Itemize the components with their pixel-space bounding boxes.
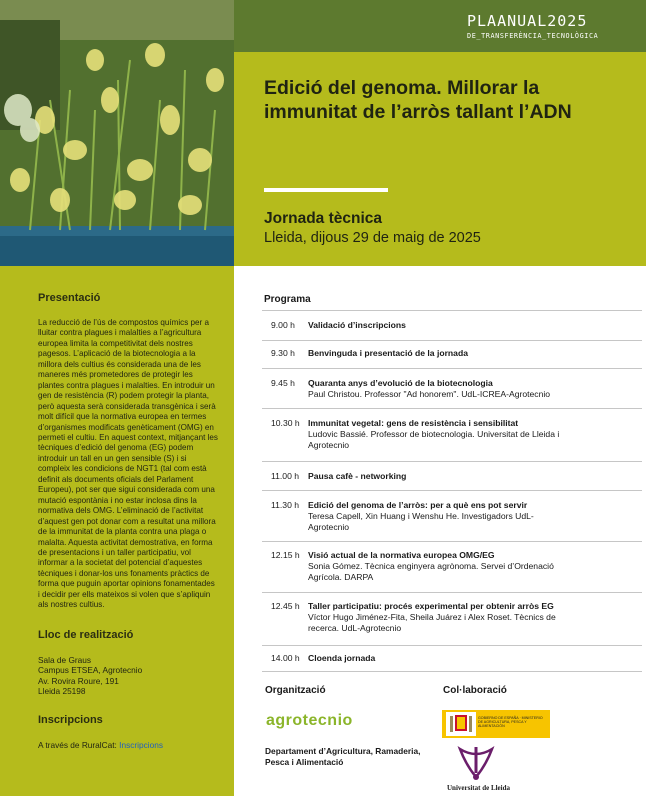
inscripcions-heading: Inscripcions <box>38 714 103 727</box>
agrotecnio-logo-text: agrotecnio <box>266 712 353 729</box>
programa-heading: Programa <box>264 294 311 305</box>
program-desc: Víctor Hugo Jiménez-Fita, Sheila Juárez i Alex Roset. Tècnics de recerca. UdL-Agrotecnio <box>308 612 556 633</box>
udl-logo-text: Universitat de Lleida <box>447 784 510 792</box>
udl-emblem-icon <box>456 743 496 783</box>
info-column <box>0 266 234 796</box>
program-title: Taller participatiu: procés experimental per obtenir arròs EG <box>308 601 554 611</box>
organitzacio-heading: Organització <box>265 685 326 696</box>
divider <box>262 461 642 462</box>
divider <box>262 340 642 341</box>
program-desc: Ludovic Bassié. Professor de biotecnologia. Universitat de Lleida i Agrotecnio <box>308 429 560 450</box>
inscripcions-prefix: A través de RuralCat: <box>38 740 120 751</box>
program-time: 12.15 h <box>271 550 300 560</box>
program-desc: Teresa Capell, Xin Huang i Wenshu He. Investigadors UdL-Agrotecnio <box>308 511 534 532</box>
venue-line: Av. Rovira Roure, 191 <box>38 675 119 686</box>
lloc-heading: Lloc de realització <box>38 628 134 641</box>
inscripcions-link[interactable]: Inscripcions <box>119 740 163 751</box>
title-divider <box>264 188 388 192</box>
plan-banner <box>234 0 646 52</box>
program-title: Benvinguda i presentació de la jornada <box>308 348 468 358</box>
header-band <box>234 0 646 266</box>
program-title: Validació d’inscripcions <box>308 320 406 330</box>
program-desc: Paul Christou. Professor "Ad honorem". UdL-ICREA-Agrotecnio <box>308 389 551 399</box>
event-type: Jornada tècnica <box>264 210 383 227</box>
program-time: 9.00 h <box>271 320 295 330</box>
gobierno-logo-text: GOBIERNO DE ESPAÑA · MINISTERIO DE AGRICULTURA, PESCA Y ALIMENTACIÓN <box>478 716 543 729</box>
program-time: 12.45 h <box>271 601 300 611</box>
presentacio-heading: Presentació <box>38 292 101 304</box>
plan-subtitle: DE_TRANSFERÈNCIA_TECNOLÒGICA <box>467 32 599 40</box>
program-time: 11.30 h <box>271 500 300 510</box>
program-title: Edició del genoma de l’arròs: per a què ens pot servir <box>308 500 528 510</box>
program-time: 14.00 h <box>271 653 300 663</box>
divider <box>262 541 642 542</box>
divider <box>262 671 642 672</box>
plan-title: PLAANUAL2025 <box>467 12 588 30</box>
program-title: Cloenda jornada <box>308 653 376 663</box>
department-logo: Departament d’Agricultura, Ramaderia, Pesca i Alimentació <box>265 746 421 767</box>
divider <box>262 592 642 593</box>
divider <box>262 368 642 369</box>
divider <box>262 310 642 311</box>
event-date: Lleida, dijous 29 de maig de 2025 <box>264 230 481 246</box>
rice-plants-photo <box>0 0 234 266</box>
venue-line: Campus ETSEA, Agrotecnio <box>38 665 143 676</box>
program-time: 11.00 h <box>271 471 300 481</box>
program-desc: Sonia Gómez. Tècnica enginyera agrònoma. Servei d’Ordenació Agrícola. DARPA <box>308 561 554 582</box>
page-title: Edició del genoma. Millorar la immunitat de l’arròs tallant l’ADN <box>264 77 572 123</box>
program-time: 9.45 h <box>271 378 295 388</box>
venue-line: Lleida 25198 <box>38 685 86 696</box>
program-time: 10.30 h <box>271 418 300 428</box>
program-title: Quaranta anys d’evolució de la biotecnologia <box>308 378 493 388</box>
divider <box>262 408 642 409</box>
inscripcions-text <box>38 740 218 750</box>
spain-coat-of-arms-icon <box>446 712 476 736</box>
collaboracio-heading: Col·laboració <box>443 685 507 696</box>
program-time: 9.30 h <box>271 348 295 358</box>
program-title: Pausa cafè - networking <box>308 471 407 481</box>
venue-address <box>38 655 218 697</box>
divider <box>262 645 642 646</box>
venue-line: Sala de Graus <box>38 654 92 665</box>
agrotecnio-logo <box>266 712 353 730</box>
program-title: Immunitat vegetal: gens de resistència i sensibilitat <box>308 418 519 428</box>
program-title: Visió actual de la normativa europea OMG/EG <box>308 550 495 560</box>
divider <box>262 490 642 491</box>
presentacio-text: La reducció de l’ús de compostos químics per a lluitar contra plagues i malalties a l’agricultura europea limita la competitivitat dels nostres pagesos. L’aplicació de la biotecnologia a la millora dels cultius és considerada una de les maneres més prometedores de protegir les plantes contra plagues i malalties. En introduir un gen de resistència (R) podem protegir la planta, però aquesta serà considerada transgènica i serà molt difícil que la normativa europea en termes d’organismes modificats genèticament (OMG) en permeti el cultiu. En aquest context, mitjançant les tècniques d’edició del genoma (EG) podem introduir un tall en un gen sensible (S) i si compleix les condicions de NGT1 (tal com està definit als documents oficials del Parlament Europeu), pot ser que sigui considerada com una mutació espontània i no estar inclosa dins la normativa dels OMG. L’eliminació de l’activitat d’aquest gen pot donar com a resultat una millora de la immunitat de la planta contra una plaga o malalta. Aquesta activitat demostrativa, en forma de presentacions i un taller participatiu, vol informar a la societat del potencial d’aquestes tècniques i donar-los uns fonaments pràctics de forma que puguin aportar opinions fonamentades i decidir per ells mateixos si volen que s’apliquin als nostres cultius. <box>38 318 218 610</box>
